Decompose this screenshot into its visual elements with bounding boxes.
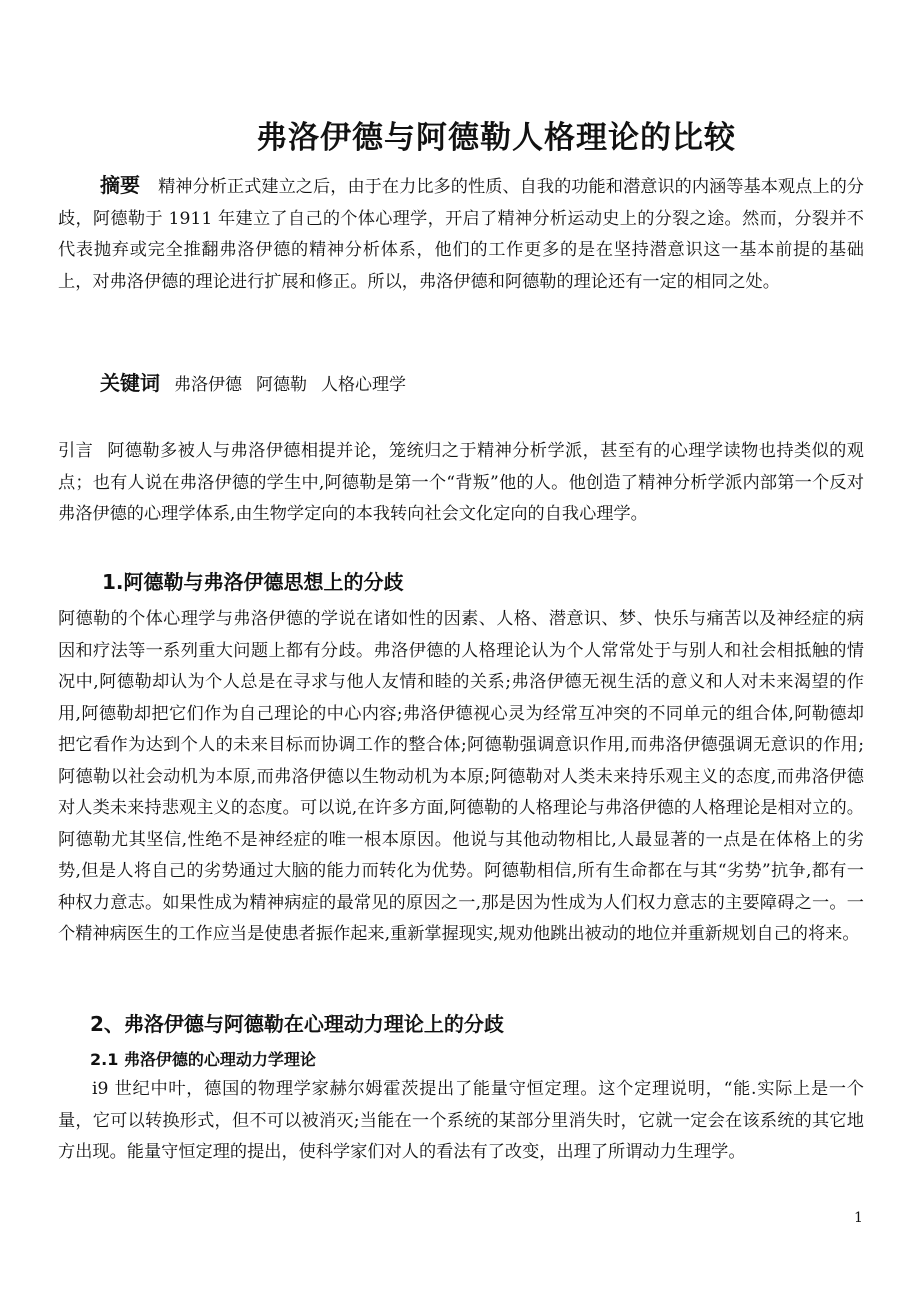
section-1-paragraph: 阿德勒的个体心理学与弗洛伊德的学说在诸如性的因素、人格、潜意识、梦、快乐与痛苦以及神经症的病因和疗法等一系列重大问题上都有分歧。弗洛伊德的人格理论认为个人常常处于与别人和社会相抵触的情况中,阿德勒却认为个人总是在寻求与他人友情和睦的关系;弗洛伊德无视生活的意义和人对未来渴望的作用,阿德勒却把它们作为自己理论的中心内容;弗洛伊德视心灵为经常互冲突的不同单元的组合体,阿勒德却把它看作为达到个人的未来目标而协调工作的整合体;阿德勒强调意识作用,而弗洛伊德强调无意识的作用;阿德勒以社会动机为本原,而弗洛伊德以生物动机为本原;阿德勒对人类未来持乐观主义的态度,而弗洛伊德对人类未来持悲观主义的态度。可以说,在许多方面,阿德勒的人格理论与弗洛伊德的人格理论是相对立的。阿德勒尤其坚信,性绝不是神经症的唯一根本原因。他说与其他动物相比,人最显著的一点是在体格上的劣势,但是人将自己的劣势通过大脑的能力而转化为优势。阿德勒相信,所有生命都在与其“劣势”抗争,都有一种权力意志。如果性成为精神病症的最常见的原因之一,那是因为性成为人们权力意志的主要障碍之一。一个精神病医生的工作应当是使患者振作起来,重新掌握现实,规劝他跳出被动的地位并重新规划自己的将来。 <box>58 609 864 944</box>
keywords-line <box>58 368 864 402</box>
keywords-label: 关键词 <box>100 371 160 395</box>
intro-label: 引言 <box>58 441 94 461</box>
section-1-heading: 1.阿德勒与弗洛伊德思想上的分歧 <box>102 570 404 594</box>
section-2-1-subheading: 2.1 弗洛伊德的心理动力学理论 <box>90 1050 316 1069</box>
section-2-1-paragraph: i9 世纪中叶，德国的物理学家赫尔姆霍茨提出了能量守恒定理。这个定理说明，“能.实际上是一个量，它可以转换形式，但不可以被消灭;当能在一个系统的某部分里消失时，它就一定会在该系统的其它地方出现。能量守恒定理的提出，使科学家们对人的看法有了改变，出理了所谓动力生理学。 <box>58 1079 864 1162</box>
intro-text: 阿德勒多被人与弗洛伊德相提并论，笼统归之于精神分析学派，甚至有的心理学读物也持类似的观点；也有人说在弗洛伊德的学生中,阿德勒是第一个“背叛”他的人。他创造了精神分析学派内部第一个反对弗洛伊德的心理学体系,由生物学定向的本我转向社会文化定向的自我心理学。 <box>58 441 864 524</box>
abstract-label: 摘要 <box>100 173 141 197</box>
page-number: 1 <box>854 1210 863 1226</box>
keyword-item: 弗洛伊德 <box>174 375 242 395</box>
keyword-item: 阿德勒 <box>256 375 307 395</box>
intro-paragraph <box>58 436 864 531</box>
keyword-item: 人格心理学 <box>321 375 406 395</box>
document-title: 弗洛伊德与阿德勒人格理论的比较 <box>256 120 736 156</box>
abstract-text: 精神分析正式建立之后，由于在力比多的性质、自我的功能和潜意识的内涵等基本观点上的分歧，阿德勒于 1911 年建立了自己的个体心理学，开启了精神分析运动史上的分裂之途。然而，分裂并不代表抛弃或完全推翻弗洛伊德的精神分析体系，他们的工作更多的是在坚持潜意识这一基本前提的基础上，对弗洛伊德的理论进行扩展和修正。所以，弗洛伊德和阿德勒的理论还有一定的相同之处。 <box>58 177 864 292</box>
abstract-paragraph <box>58 170 864 298</box>
section-2-heading: 2、弗洛伊德与阿德勒在心理动力理论上的分歧 <box>90 1012 504 1036</box>
